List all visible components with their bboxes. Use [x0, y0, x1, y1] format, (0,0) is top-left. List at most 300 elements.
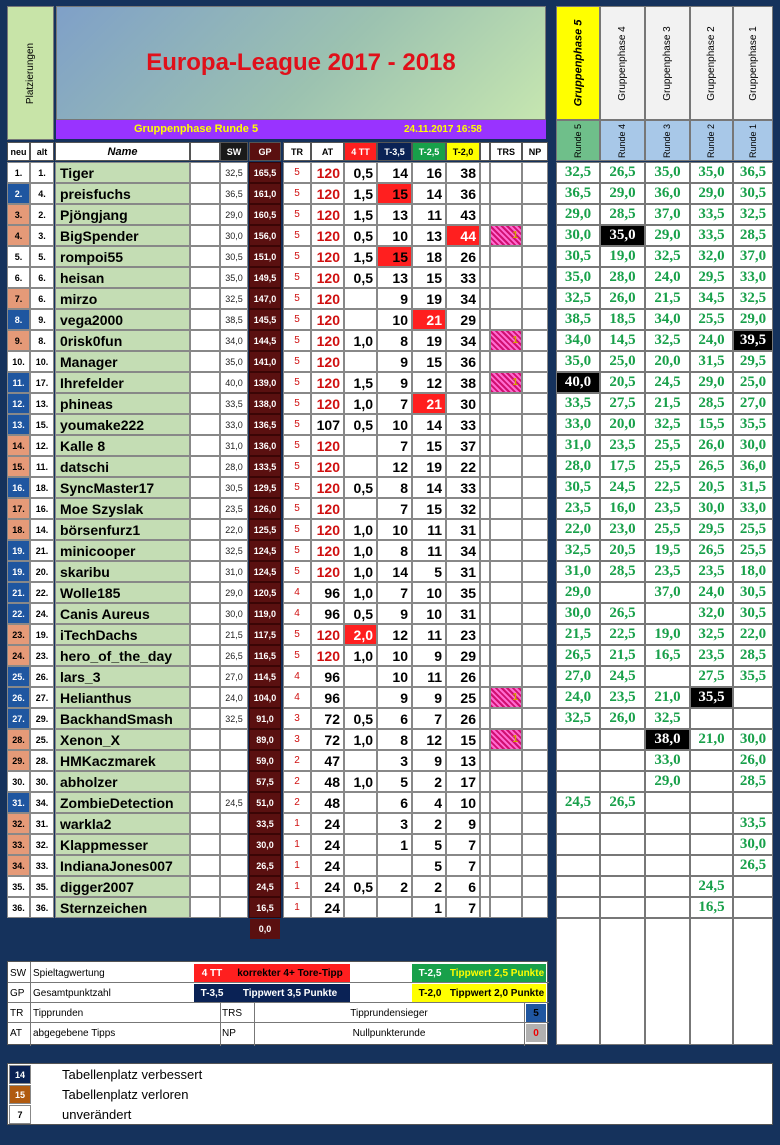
tips-given: 120	[311, 498, 344, 519]
count-t25: 2	[412, 876, 446, 897]
rank-old: 20.	[30, 561, 54, 582]
round-score-cell: 33,5	[556, 393, 600, 414]
player-name: BackhandSmash	[55, 708, 190, 729]
blank-cell	[190, 687, 220, 708]
count-t20: 32	[446, 498, 480, 519]
count-tt	[344, 687, 377, 708]
status-legend-swatch: 14	[9, 1065, 31, 1084]
total-points: 114,5	[249, 666, 281, 687]
round-label: Runde 1	[748, 123, 758, 158]
player-name: SyncMaster17	[55, 477, 190, 498]
round-score-cell: 25,5	[733, 540, 773, 561]
round-score-cell	[690, 813, 733, 834]
count-t25: 14	[412, 414, 446, 435]
round-score: 31,0	[220, 435, 248, 456]
blank-cell	[190, 372, 220, 393]
round-label: Runde 2	[706, 123, 717, 158]
round-score-cell: 32,5	[733, 204, 773, 225]
round-score-cell: 30,0	[733, 834, 773, 855]
spacer-cell	[480, 708, 490, 729]
round-score-cell: 25,5	[690, 309, 733, 330]
column-header-spacer	[480, 142, 490, 161]
count-t25: 15	[412, 351, 446, 372]
spacer-cell	[480, 414, 490, 435]
player-name: Wolle185	[55, 582, 190, 603]
round-winner	[490, 666, 522, 687]
tip-rounds: 4	[283, 603, 311, 624]
spacer-cell	[480, 393, 490, 414]
player-name: rompoi55	[55, 246, 190, 267]
round-score-cell: 29,0	[690, 372, 733, 393]
round-score-cell	[690, 771, 733, 792]
legend-tt-text: korrekter 4+ Tore-Tipp	[230, 964, 350, 982]
count-t35: 13	[377, 267, 412, 288]
rank-new: 23.	[7, 624, 30, 645]
tips-given: 96	[311, 666, 344, 687]
count-t25: 19	[412, 288, 446, 309]
round-winner	[490, 645, 522, 666]
count-tt	[344, 750, 377, 771]
round-score: 30,5	[220, 477, 248, 498]
total-points: 156,0	[249, 225, 281, 246]
rank-old: 10.	[30, 351, 54, 372]
round-score-cell: 25,5	[645, 519, 690, 540]
rank-new: 6.	[7, 267, 30, 288]
count-t20: 10	[446, 792, 480, 813]
spacer-cell	[480, 183, 490, 204]
round-score-cell	[733, 897, 773, 918]
player-name: mirzo	[55, 288, 190, 309]
rank-new: 16.	[7, 477, 30, 498]
rank-new: 4.	[7, 225, 30, 246]
tip-rounds: 1	[283, 897, 311, 918]
zero-round	[522, 225, 548, 246]
tips-given: 120	[311, 561, 344, 582]
round-score-cell: 14,5	[600, 330, 645, 351]
round-winner	[490, 162, 522, 183]
blank-cell	[190, 666, 220, 687]
round-score-cell: 26,0	[733, 750, 773, 771]
round-score: 32,5	[220, 288, 248, 309]
round-winner	[490, 309, 522, 330]
blank-cell	[190, 519, 220, 540]
count-t35: 7	[377, 582, 412, 603]
legend-trs-abbr: TRS	[222, 1007, 242, 1019]
column-header-neu: neu	[7, 142, 30, 161]
column-header-at: AT	[311, 142, 344, 161]
round-score-cell: 32,0	[690, 603, 733, 624]
player-name: hero_of_the_day	[55, 645, 190, 666]
count-t25: 1	[412, 897, 446, 918]
round-score-cell: 38,5	[556, 309, 600, 330]
rank-old: 12.	[30, 435, 54, 456]
count-t20: 36	[446, 183, 480, 204]
count-t20: 7	[446, 855, 480, 876]
round-column-filler	[556, 918, 600, 1045]
round-score-cell: 29,0	[556, 204, 600, 225]
round-score-cell: 29,0	[690, 183, 733, 204]
spacer-cell	[480, 792, 490, 813]
rank-new: 36.	[7, 897, 30, 918]
side-label: Platzierungen	[25, 42, 36, 104]
zero-round	[522, 309, 548, 330]
round-score-cell: 29,5	[690, 267, 733, 288]
blank-cell	[190, 624, 220, 645]
count-t25: 19	[412, 330, 446, 351]
round-score-cell: 32,5	[645, 414, 690, 435]
tips-given: 120	[311, 645, 344, 666]
count-t35: 10	[377, 414, 412, 435]
tip-rounds: 5	[283, 351, 311, 372]
tips-given: 120	[311, 624, 344, 645]
round-score-cell	[733, 792, 773, 813]
round-score-cell: 34,5	[690, 288, 733, 309]
round-score-cell: 35,0	[556, 267, 600, 288]
round-score-cell: 31,5	[690, 351, 733, 372]
tips-given: 48	[311, 771, 344, 792]
round-score-cell: 30,5	[556, 246, 600, 267]
spacer-cell	[480, 603, 490, 624]
tips-given: 120	[311, 519, 344, 540]
round-score-cell: 26,5	[690, 540, 733, 561]
total-points: 125,5	[249, 519, 281, 540]
rank-old: 32.	[30, 834, 54, 855]
rank-new: 18.	[7, 519, 30, 540]
legend-at-text: abgegebene Tipps	[33, 1027, 116, 1039]
round-score-cell: 20,5	[690, 477, 733, 498]
round-winner	[490, 561, 522, 582]
tips-given: 120	[311, 456, 344, 477]
zero-round	[522, 435, 548, 456]
round-header-3	[645, 120, 690, 161]
spacer-cell	[480, 204, 490, 225]
total-points: 160,5	[249, 204, 281, 225]
count-t20: 34	[446, 288, 480, 309]
round-column-filler	[733, 918, 773, 1045]
round-score: 33,5	[220, 393, 248, 414]
tips-given: 120	[311, 372, 344, 393]
count-t20: 29	[446, 309, 480, 330]
count-t20: 26	[446, 246, 480, 267]
round-winner: 1	[490, 225, 522, 246]
spacer-cell	[480, 666, 490, 687]
count-t25: 5	[412, 855, 446, 876]
phase-header-2	[690, 6, 733, 120]
zero-round	[522, 771, 548, 792]
count-tt: 1,0	[344, 582, 377, 603]
tip-rounds: 5	[283, 204, 311, 225]
zero-round	[522, 183, 548, 204]
player-name: skaribu	[55, 561, 190, 582]
round-header-5	[556, 120, 600, 161]
blank-cell	[190, 813, 220, 834]
rank-new: 30.	[7, 771, 30, 792]
rank-old: 30.	[30, 771, 54, 792]
round-score-cell: 26,5	[556, 645, 600, 666]
rank-old: 1.	[30, 162, 54, 183]
total-points: 161,0	[249, 183, 281, 204]
round-score-cell: 23,0	[600, 519, 645, 540]
count-t20: 36	[446, 351, 480, 372]
round-score-cell	[645, 792, 690, 813]
count-t35: 3	[377, 813, 412, 834]
status-legend-text: Tabellenplatz verbessert	[62, 1067, 203, 1082]
rank-new: 2.	[7, 183, 30, 204]
tip-rounds: 5	[283, 540, 311, 561]
page-title: Europa-League 2017 - 2018	[146, 49, 456, 76]
total-points: 33,5	[249, 813, 281, 834]
round-winner	[490, 477, 522, 498]
count-tt: 2,0	[344, 624, 377, 645]
round-score-cell: 30,5	[556, 477, 600, 498]
spacer-cell	[480, 351, 490, 372]
round-score-cell: 19,0	[600, 246, 645, 267]
count-tt: 1,0	[344, 771, 377, 792]
rank-old: 6.	[30, 267, 54, 288]
player-name: Manager	[55, 351, 190, 372]
round-winner	[490, 582, 522, 603]
count-t35: 5	[377, 771, 412, 792]
round-score-cell: 33,0	[645, 750, 690, 771]
spacer-cell	[480, 834, 490, 855]
round-score-cell: 16,5	[645, 645, 690, 666]
zero-round	[522, 729, 548, 750]
blank-cell	[190, 855, 220, 876]
zero-round	[522, 813, 548, 834]
round-score-cell: 32,5	[690, 624, 733, 645]
count-t25: 13	[412, 225, 446, 246]
round-score-cell: 19,0	[645, 624, 690, 645]
round-score-cell: 28,5	[600, 561, 645, 582]
player-name: vega2000	[55, 309, 190, 330]
round-score-cell: 36,5	[556, 183, 600, 204]
count-tt: 0,5	[344, 876, 377, 897]
round-score-cell: 21,5	[600, 645, 645, 666]
legend-trs-count: 5	[526, 1004, 546, 1022]
count-t20: 31	[446, 519, 480, 540]
blank-cell	[190, 561, 220, 582]
round-score-cell	[600, 855, 645, 876]
total-points: 117,5	[249, 624, 281, 645]
round-score: 40,0	[220, 372, 248, 393]
round-score-cell: 21,5	[645, 288, 690, 309]
tips-given: 96	[311, 687, 344, 708]
round-score-cell: 32,5	[556, 162, 600, 183]
status-legend-text: Tabellenplatz verloren	[62, 1087, 189, 1102]
round-score-cell	[600, 876, 645, 897]
player-name: Klappmesser	[55, 834, 190, 855]
tip-rounds: 1	[283, 855, 311, 876]
tips-given: 48	[311, 792, 344, 813]
rank-new: 9.	[7, 330, 30, 351]
count-t25: 21	[412, 393, 446, 414]
round-header-4	[600, 120, 645, 161]
round-score-cell: 21,0	[690, 729, 733, 750]
round-score-cell: 33,0	[556, 414, 600, 435]
count-tt	[344, 855, 377, 876]
round-score-cell: 17,5	[600, 456, 645, 477]
player-name: HMKaczmarek	[55, 750, 190, 771]
count-t25: 12	[412, 729, 446, 750]
player-name: warkla2	[55, 813, 190, 834]
tip-rounds: 2	[283, 750, 311, 771]
rank-new: 26.	[7, 687, 30, 708]
legend-tr-abbr: TR	[10, 1007, 24, 1019]
count-t35: 9	[377, 603, 412, 624]
blank-cell	[190, 876, 220, 897]
count-t35: 15	[377, 183, 412, 204]
rank-old: 23.	[30, 645, 54, 666]
spacer-cell	[480, 498, 490, 519]
round-score: 32,5	[220, 708, 248, 729]
zero-round	[522, 855, 548, 876]
legend-t35-text: Tippwert 3,5 Punkte	[230, 984, 350, 1002]
subtitle-bar	[56, 120, 546, 139]
tips-given: 47	[311, 750, 344, 771]
zero-round	[522, 372, 548, 393]
blank-cell	[190, 897, 220, 918]
blank-cell	[190, 435, 220, 456]
blank-cell	[190, 267, 220, 288]
round-score-cell: 32,5	[556, 708, 600, 729]
round-score-cell	[645, 897, 690, 918]
legend-t25-abbr: T-2,5	[412, 964, 448, 982]
total-points: 124,5	[249, 561, 281, 582]
rank-old: 28.	[30, 750, 54, 771]
round-score: 30,0	[220, 225, 248, 246]
blank-cell	[190, 330, 220, 351]
zero-round	[522, 834, 548, 855]
count-t35: 13	[377, 204, 412, 225]
round-score-cell: 20,0	[645, 351, 690, 372]
blank-cell	[190, 540, 220, 561]
zero-round	[522, 267, 548, 288]
round-score-cell: 35,0	[556, 351, 600, 372]
round-winner	[490, 519, 522, 540]
round-score-cell: 30,0	[556, 603, 600, 624]
count-t25: 9	[412, 750, 446, 771]
round-score-cell: 31,0	[556, 435, 600, 456]
rank-new: 35.	[7, 876, 30, 897]
total-points: 147,0	[249, 288, 281, 309]
round-score: 22,0	[220, 519, 248, 540]
count-tt	[344, 456, 377, 477]
rank-old: 26.	[30, 666, 54, 687]
tip-rounds: 5	[283, 225, 311, 246]
round-score-cell: 34,0	[645, 309, 690, 330]
count-tt: 0,5	[344, 708, 377, 729]
legend-np-text: Nullpunkterunde	[352, 1027, 426, 1039]
count-t25: 21	[412, 309, 446, 330]
zero-round	[522, 393, 548, 414]
round-score-cell: 23,5	[690, 561, 733, 582]
round-winner	[490, 246, 522, 267]
spacer-cell	[480, 540, 490, 561]
total-points: 16,5	[249, 897, 281, 918]
legend-tt-abbr: 4 TT	[194, 964, 230, 982]
round-score-cell: 28,0	[556, 456, 600, 477]
round-score-cell: 29,0	[645, 771, 690, 792]
rank-old: 14.	[30, 519, 54, 540]
count-tt: 1,0	[344, 540, 377, 561]
total-points: 133,5	[249, 456, 281, 477]
count-t25: 9	[412, 687, 446, 708]
player-name: abholzer	[55, 771, 190, 792]
round-score-cell: 33,0	[733, 498, 773, 519]
tip-rounds: 5	[283, 393, 311, 414]
count-t20: 30	[446, 393, 480, 414]
count-tt	[344, 435, 377, 456]
count-t25: 10	[412, 603, 446, 624]
rank-old: 18.	[30, 477, 54, 498]
round-score-cell: 32,5	[556, 288, 600, 309]
timestamp: 24.11.2017 16:58	[404, 124, 482, 135]
total-points: 26,5	[249, 855, 281, 876]
tip-rounds: 5	[283, 162, 311, 183]
count-t25: 14	[412, 477, 446, 498]
round-winner	[490, 855, 522, 876]
spacer-cell	[480, 519, 490, 540]
rank-old: 6.	[30, 288, 54, 309]
column-header-sw: SW	[220, 142, 248, 161]
count-t35: 8	[377, 540, 412, 561]
round-winner	[490, 351, 522, 372]
player-name: iTechDachs	[55, 624, 190, 645]
count-tt: 1,0	[344, 393, 377, 414]
round-score: 28,0	[220, 456, 248, 477]
round-score-cell	[733, 876, 773, 897]
round-winner	[490, 414, 522, 435]
count-t25: 11	[412, 540, 446, 561]
blank-cell	[190, 162, 220, 183]
round-score-cell: 23,5	[556, 498, 600, 519]
spacer-cell	[480, 477, 490, 498]
rank-new: 5.	[7, 246, 30, 267]
rank-new: 25.	[7, 666, 30, 687]
zero-round	[522, 897, 548, 918]
round-score-cell	[556, 813, 600, 834]
column-header-gp: GP	[249, 142, 281, 161]
total-points: 120,5	[249, 582, 281, 603]
round-score-cell: 22,0	[733, 624, 773, 645]
tip-rounds: 5	[283, 561, 311, 582]
round-winner	[490, 876, 522, 897]
round-score-cell: 21,0	[645, 687, 690, 708]
zero-round	[522, 750, 548, 771]
rank-new: 31.	[7, 792, 30, 813]
legend-t35-abbr: T-3,5	[194, 984, 230, 1002]
legend-np-count: 0	[526, 1024, 546, 1042]
tip-rounds: 5	[283, 498, 311, 519]
count-t35: 3	[377, 750, 412, 771]
count-t35: 12	[377, 624, 412, 645]
spacer-cell	[480, 582, 490, 603]
count-t20: 33	[446, 477, 480, 498]
tip-rounds: 5	[283, 267, 311, 288]
count-tt	[344, 834, 377, 855]
rank-old: 36.	[30, 897, 54, 918]
blank-cell	[190, 645, 220, 666]
zero-round	[522, 414, 548, 435]
column-header-tt: 4 TT	[344, 142, 377, 161]
round-score-cell: 30,5	[733, 582, 773, 603]
count-tt: 0,5	[344, 414, 377, 435]
spacer-cell	[480, 162, 490, 183]
rank-new: 15.	[7, 456, 30, 477]
round-score-cell: 24,5	[600, 666, 645, 687]
round-score-cell: 26,5	[690, 456, 733, 477]
round-score-cell: 37,0	[645, 204, 690, 225]
